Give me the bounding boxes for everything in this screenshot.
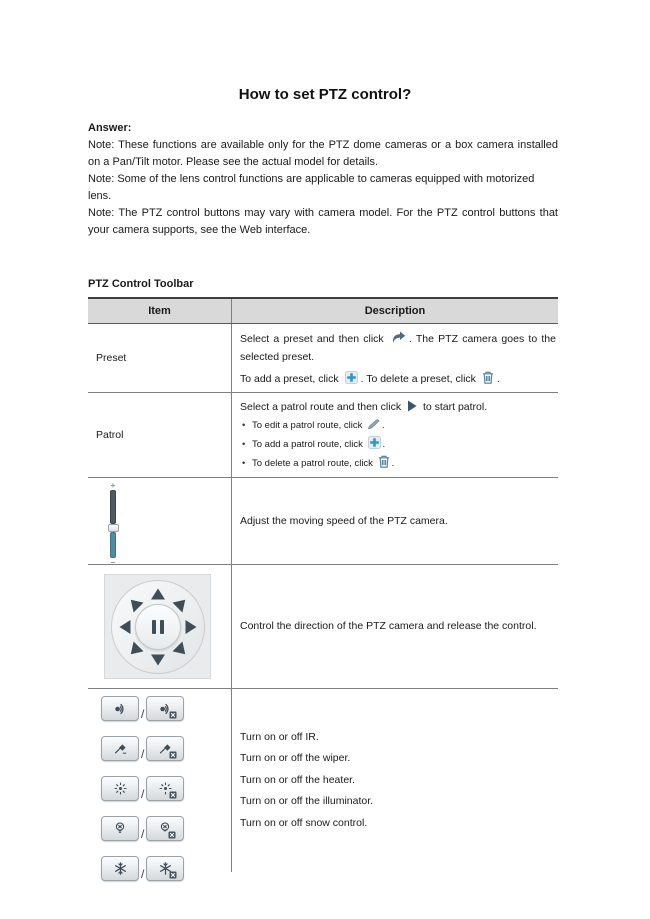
table-row-preset — [88, 324, 558, 393]
arrow-down-right-icon — [172, 641, 190, 659]
off-badge-icon — [168, 831, 176, 839]
toggle-desc-illuminator: Turn on or off the illuminator. — [240, 795, 374, 808]
illuminator-toggle-pair — [101, 814, 184, 843]
snow-on-button — [101, 856, 139, 881]
table-row-speed — [88, 478, 558, 565]
header-description: Description — [364, 304, 426, 317]
heater-icon — [114, 782, 127, 795]
speed-slider — [106, 482, 120, 566]
wiper-off-button — [146, 736, 184, 761]
header-item: Item — [88, 299, 232, 323]
snow-toggle-pair — [101, 854, 184, 883]
add-preset-icon — [345, 371, 358, 384]
ptz-direction-pad — [104, 574, 211, 679]
wiper-off-icon — [159, 743, 172, 755]
arrow-up-icon — [151, 588, 165, 599]
heater-off-icon — [159, 782, 172, 795]
slider-track — [108, 490, 119, 558]
pair-separator: / — [141, 867, 145, 881]
arrow-up-right-icon — [172, 594, 190, 612]
slider-minus-label: – — [110, 558, 116, 567]
off-badge-icon — [169, 711, 177, 719]
arrow-down-left-icon — [125, 641, 143, 659]
arrow-right-icon — [185, 620, 196, 634]
illuminator-off-button — [146, 816, 184, 841]
item-direction-pad — [88, 565, 232, 688]
snow-icon — [114, 862, 127, 875]
table-row-toggles — [88, 689, 558, 881]
answer-label: Answer: — [88, 122, 132, 134]
slider-thumb — [108, 524, 119, 532]
heater-toggle-pair — [101, 774, 184, 803]
pause-icon — [152, 620, 156, 634]
add-patrol-icon — [368, 436, 381, 449]
preset-line-1: Select a preset and then click . The PTZ camera goes to the selected preset. — [240, 333, 556, 363]
off-badge-icon — [169, 791, 177, 799]
toggle-pairs — [101, 694, 184, 883]
speed-description: Adjust the moving speed of the PTZ camera. — [240, 514, 448, 527]
ir-off-button — [146, 696, 184, 721]
document-body — [88, 120, 558, 881]
wiper-toggle-pair — [101, 734, 184, 763]
goto-preset-icon — [391, 331, 406, 344]
preset-description — [232, 324, 558, 392]
direction-description: Control the direction of the PTZ camera and release the control. — [240, 620, 537, 632]
arrow-down-icon — [151, 654, 165, 665]
off-badge-icon — [169, 751, 177, 759]
ptz-toolbar-table — [88, 297, 558, 881]
note-3: Note: The PTZ control buttons may vary with camera model. For the PTZ control buttons that your camera supports, see the Web interface. — [88, 207, 558, 236]
toggle-desc-ir: Turn on or off IR. — [240, 730, 319, 743]
patrol-bullet-add: • To add a patrol route, click . — [240, 435, 556, 454]
heater-off-button — [146, 776, 184, 801]
slider-plus-label: + — [110, 481, 116, 490]
table-header-row — [88, 299, 558, 324]
item-speed-slider — [88, 478, 232, 567]
heater-on-button — [101, 776, 139, 801]
patrol-line-1: Select a patrol route and then click to start patrol. — [240, 401, 488, 413]
illuminator-on-button — [101, 816, 139, 841]
page-title: How to set PTZ control? — [238, 86, 412, 103]
ir-icon — [114, 703, 127, 715]
patrol-bullet-edit: • To edit a patrol route, click . — [242, 420, 385, 431]
wiper-on-button — [101, 736, 139, 761]
toggle-desc-snow: Turn on or off snow control. — [240, 816, 368, 829]
illuminator-off-icon — [159, 822, 171, 835]
item-toggle-buttons — [88, 689, 232, 881]
note-1: Note: These functions are available only for the PTZ dome cameras or a box camera installed on a Pan/Tilt motor. Please see the actual model for details. — [88, 139, 558, 168]
item-preset: Preset — [88, 324, 232, 392]
pair-separator: / — [141, 827, 145, 841]
off-badge-icon — [169, 871, 177, 879]
pause-button — [135, 604, 181, 650]
edit-patrol-icon — [367, 419, 380, 430]
table-row-direction — [88, 565, 558, 689]
toggle-desc-wiper: Turn on or off the wiper. — [240, 752, 351, 765]
delete-preset-icon — [482, 371, 494, 384]
delete-patrol-icon — [378, 455, 390, 468]
pair-separator: / — [141, 747, 145, 761]
snow-off-icon — [159, 862, 172, 875]
pair-separator: / — [141, 707, 145, 721]
slider-track-upper — [110, 490, 116, 524]
direction-ring — [111, 580, 205, 674]
table-caption: PTZ Control Toolbar — [88, 278, 194, 290]
snow-off-button — [146, 856, 184, 881]
item-patrol: Patrol — [88, 393, 232, 477]
ir-on-button — [101, 696, 139, 721]
ir-toggle-pair — [101, 694, 184, 723]
illuminator-icon — [114, 822, 126, 835]
toggle-desc-heater: Turn on or off the heater. — [240, 773, 355, 786]
note-2: Note: Some of the lens control functions are applicable to cameras equipped with motorized lens. — [88, 173, 535, 202]
slider-track-lower — [110, 532, 116, 558]
preset-line-2: To add a preset, click . To delete a preset, click . — [240, 373, 500, 385]
arrow-left-icon — [119, 620, 130, 634]
table-row-patrol — [88, 393, 558, 478]
ir-off-icon — [159, 703, 172, 715]
pair-separator: / — [141, 787, 145, 801]
patrol-bullet-delete: • To delete a patrol route, click . — [240, 454, 556, 473]
toggles-description — [232, 689, 558, 872]
wiper-icon — [114, 743, 127, 755]
start-patrol-icon — [407, 400, 417, 412]
patrol-description — [232, 393, 558, 477]
